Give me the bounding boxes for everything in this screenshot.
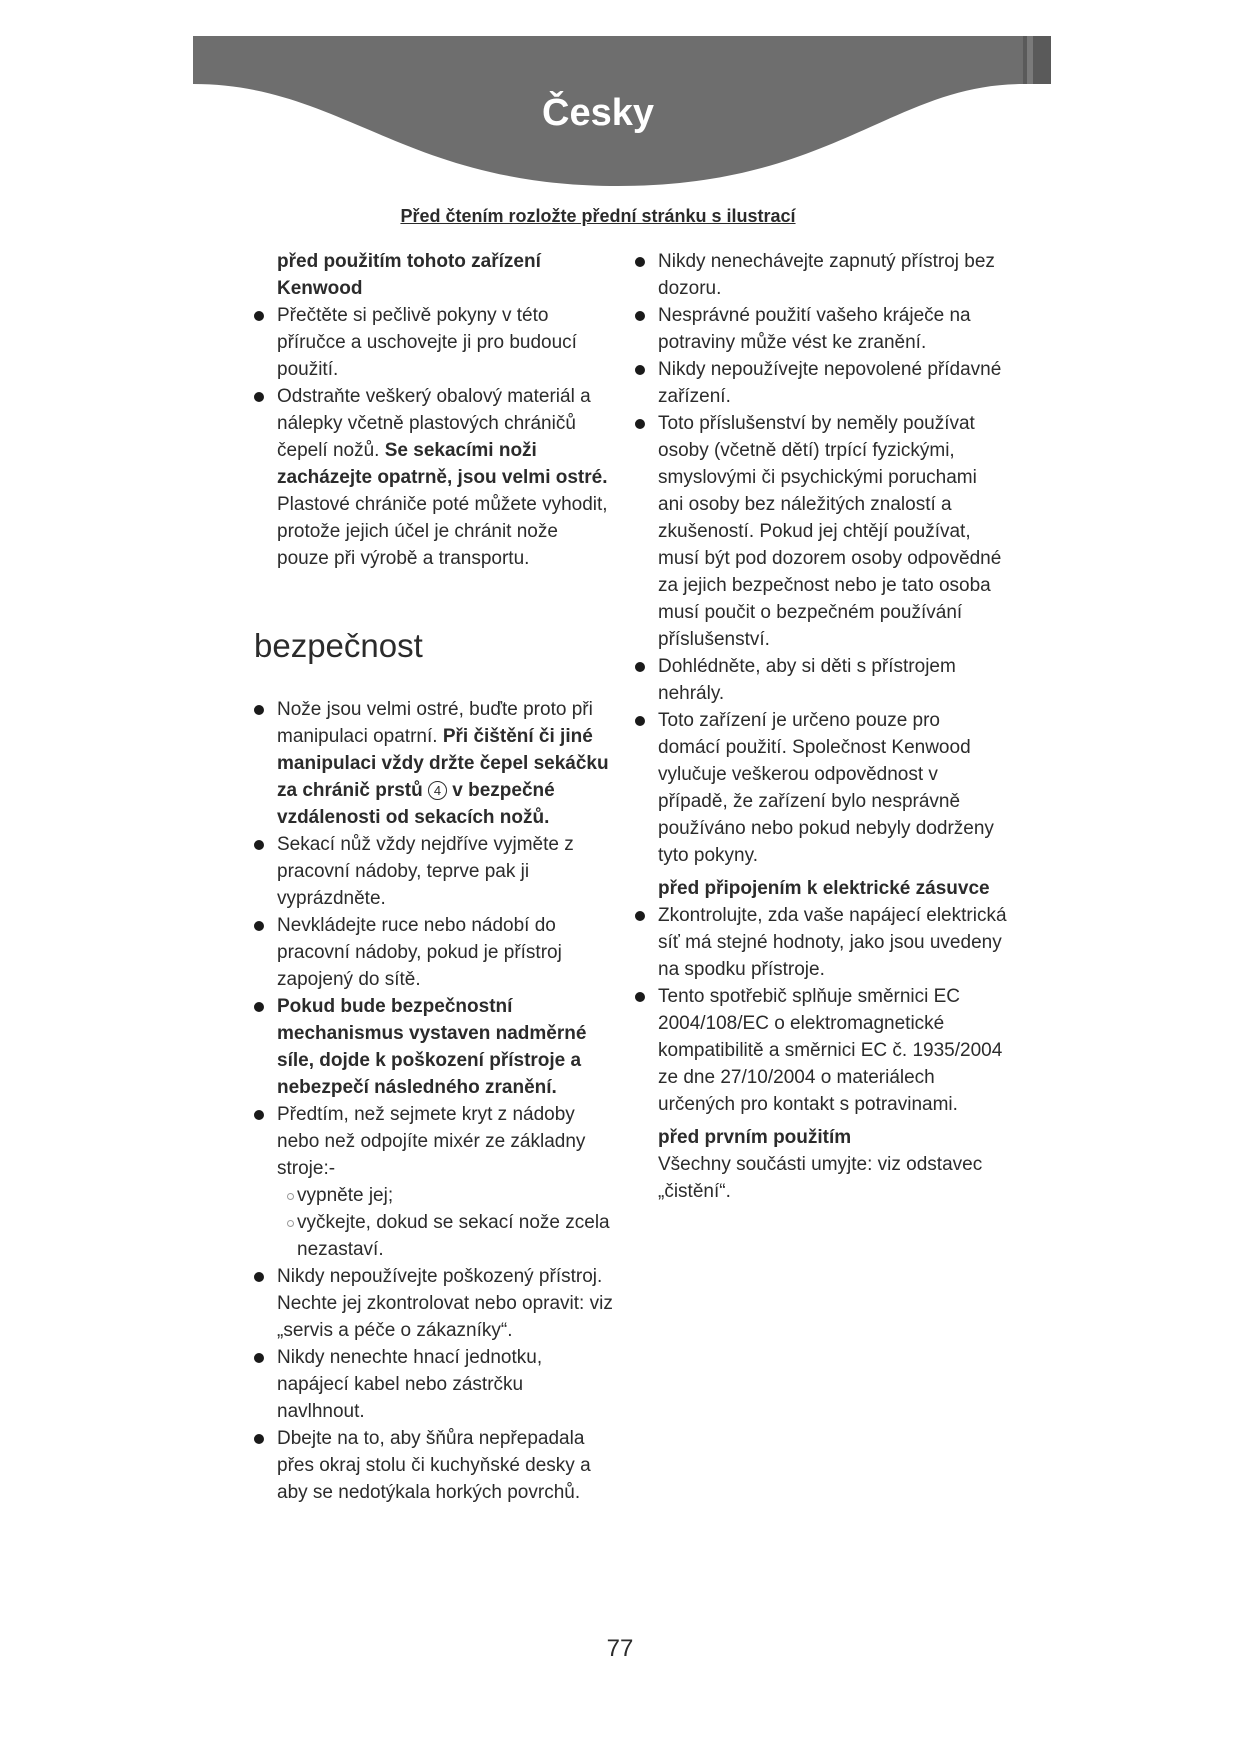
list-item: Pokud bude bezpečnostní mechanismus vystaven nadměrné síle, dojde k poškození přístroje a nebezpečí následného zranění. <box>254 993 614 1101</box>
bullet-icon <box>254 705 264 715</box>
bullet-icon <box>635 716 645 726</box>
bullet-icon <box>254 311 264 321</box>
first-use-text: Všechny součásti umyjte: viz odstavec „čistění“. <box>658 1154 983 1202</box>
right-column <box>635 248 1007 1205</box>
bullet-icon <box>254 840 264 850</box>
first-use-heading: před prvním použitím <box>658 1127 852 1148</box>
bullet-icon <box>254 1002 264 1012</box>
bullet-icon <box>635 662 645 672</box>
list-item: Sekací nůž vždy nejdříve vyjměte z pracovní nádoby, teprve pak ji vyprázdněte. <box>254 831 614 912</box>
list-item: Nikdy nenechte hnací jednotku, napájecí kabel nebo zástrčku navlhnout. <box>254 1344 614 1425</box>
bullet-icon <box>635 257 645 267</box>
list-item: Předtím, než sejmete kryt z nádoby nebo než odpojíte mixér ze základny stroje:- vypněte jej; vyčkejte, dokud se sekací nože zcela nezastaví. <box>254 1101 614 1263</box>
list-item: Nikdy nepoužívejte poškozený přístroj. Nechte jej zkontrolovat nebo opravit: viz „servis a péče o zákazníky“. <box>254 1263 614 1344</box>
language-title: Česky <box>542 92 654 134</box>
circle-bullet-icon <box>287 1220 294 1227</box>
bullet-icon <box>254 921 264 931</box>
bullet-icon <box>635 992 645 1002</box>
bullet-icon <box>254 1353 264 1363</box>
intro-heading: před použitím tohoto zařízení Kenwood <box>277 251 541 299</box>
list-item: Dbejte na to, aby šňůra nepřepadala přes okraj stolu či kuchyňské desky a aby se nedotýkala horkých povrchů. <box>254 1425 614 1506</box>
circle-bullet-icon <box>287 1193 294 1200</box>
bullet-icon <box>254 392 264 402</box>
bullet-icon <box>254 1272 264 1282</box>
list-item: Přečtěte si pečlivě pokyny v této příručce a uschovejte ji pro budoucí použití. <box>254 302 614 383</box>
page-number: 77 <box>606 1635 634 1662</box>
section-title: bezpečnost <box>254 627 423 664</box>
bullet-icon <box>635 419 645 429</box>
list-item: Nikdy nenechávejte zapnutý přístroj bez dozoru. <box>635 248 1007 302</box>
bullet-icon <box>635 311 645 321</box>
bullet-icon <box>635 365 645 375</box>
list-item: Nože jsou velmi ostré, buďte proto při manipulaci opatrní. Při čištění či jiné manipulaci vždy držte čepel sekáčku za chránič prstů 4 v bezpečné vzdálenosti od sekacích nožů. <box>254 696 614 831</box>
list-item: Dohlédněte, aby si děti s přístrojem nehrály. <box>635 653 1007 707</box>
list-item: Nesprávné použití vašeho kráječe na potraviny může vést ke zranění. <box>635 302 1007 356</box>
number-circle: 4 <box>428 781 447 800</box>
list-item: Zkontrolujte, zda vaše napájecí elektrická síť má stejné hodnoty, jako jsou uvedeny na spodku přístroje. <box>635 902 1007 983</box>
list-item: Toto příslušenství by neměly používat osoby (včetně dětí) trpící fyzickými, smyslovými či psychickými poruchami ani osoby bez náležitých znalostí a zkušeností. Pokud jej chtějí používat, musí být pod dozorem osoby odpovědné za jejich bezpečnost nebo je tato osoba musí poučit o bezpečném používání příslušenství. <box>635 410 1007 653</box>
electric-heading: před připojením k elektrické zásuvce <box>658 878 990 899</box>
list-item: Tento spotřebič splňuje směrnici EC 2004/108/EC o elektromagnetické kompatibilitě a směrnici EC č. 1935/2004 ze dne 27/10/2004 o materiálech určených pro kontakt s potravinami. <box>635 983 1007 1118</box>
list-item: Odstraňte veškerý obalový materiál a nálepky včetně plastových chráničů čepelí nožů. Se sekacími noži zacházejte opatrně, jsou velmi ostré. Plastové chrániče poté můžete vyhodit, protože jejich účel je chránit nože pouze při výrobě a transportu. <box>254 383 614 572</box>
bullet-icon <box>254 1110 264 1120</box>
sub-item: vyčkejte, dokud se sekací nože zcela nezastaví. <box>277 1209 614 1263</box>
list-item: Toto zařízení je určeno pouze pro domácí použití. Společnost Kenwood vylučuje veškerou odpovědnost v případě, že zařízení bylo nesprávně používáno nebo pokud nebyly dodrženy tyto pokyny. <box>635 707 1007 869</box>
list-item: Nikdy nepoužívejte nepovolené přídavné zařízení. <box>635 356 1007 410</box>
sub-item: vypněte jej; <box>277 1182 614 1209</box>
list-item: Nevkládejte ruce nebo nádobí do pracovní nádoby, pokud je přístroj zapojený do sítě. <box>254 912 614 993</box>
bullet-icon <box>254 1434 264 1444</box>
subtitle: Před čtením rozložte přední stránku s ilustrací <box>400 206 796 226</box>
left-column <box>254 248 614 1506</box>
bullet-icon <box>635 911 645 921</box>
